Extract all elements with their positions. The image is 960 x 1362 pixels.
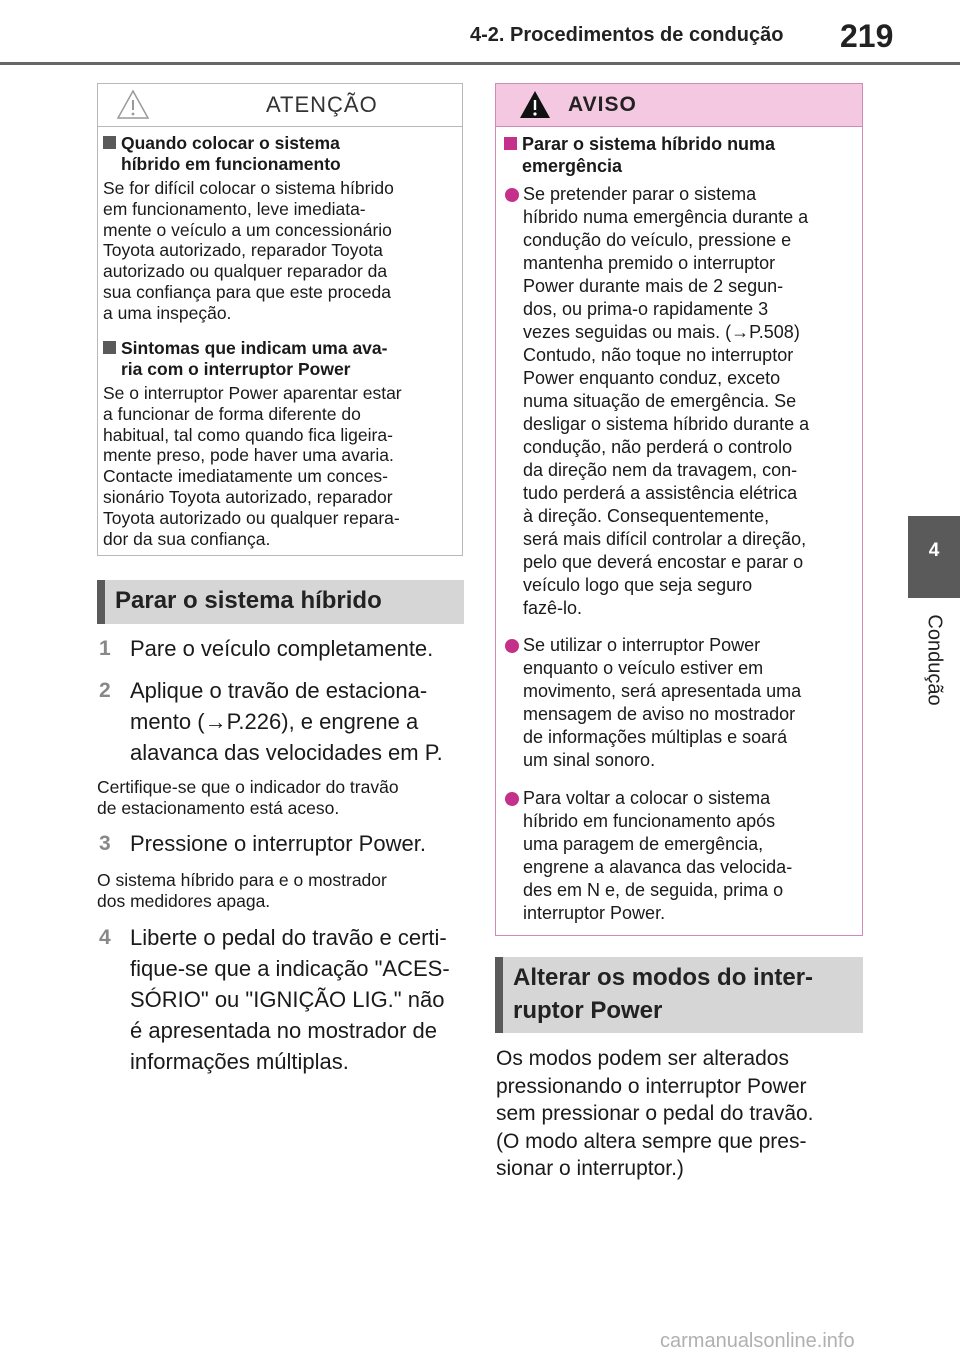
header-divider <box>0 62 960 65</box>
warning-filled-icon <box>518 89 552 120</box>
square-bullet-icon <box>103 341 116 354</box>
attention-title: ATENÇÃO <box>266 92 378 117</box>
attention-item-body: Se o interruptor Power aparentar estar a funcionar de forma diferente do habitual, tal como quando fica ligeira- mente preso, pode haver uma avaria. Contacte imediatamente um conces- sionário Toyota autorizado, reparador Toyota autorizado ou qualquer repara- dor da sua confiança. <box>103 383 402 549</box>
step-number: 3 <box>99 832 111 855</box>
step-text: Pressione o interruptor Power. <box>130 831 426 856</box>
bullet-dot-icon <box>505 188 519 202</box>
attention-box <box>97 83 463 556</box>
step-note: Certifique-se que o indicador do travão de estacionamento está aceso. <box>97 777 399 818</box>
attention-item-heading: Quando colocar o sistema híbrido em funcionamento <box>103 133 341 175</box>
warning-bullet-text: Se utilizar o interruptor Power enquanto o veículo estiver em movimento, será apresentada uma mensagem de aviso no mostrador de informações múltiplas e soará um sinal sonoro. <box>523 635 802 770</box>
attention-header <box>98 84 462 127</box>
bullet-dot-icon <box>505 792 519 806</box>
warning-bullet-text: Para voltar a colocar o sistema híbrido em funcionamento após uma paragem de emergência, engrene a alavanca das velocida- des em N e, de seguida, prima o interruptor Power. <box>523 788 793 923</box>
watermark: carmanualsonline.info <box>660 1330 855 1352</box>
warning-box <box>495 83 863 936</box>
alterar-intro-paragraph: Os modos podem ser alterados pressionando o interruptor Power sem pressionar o pedal do travão. (O modo altera sempre que pres- sionar o interruptor.) <box>496 1047 814 1180</box>
attention-item-heading: Sintomas que indicam uma ava- ria com o interruptor Power <box>103 338 387 380</box>
warning-header <box>496 84 862 127</box>
step-note: O sistema híbrido para e o mostrador dos medidores apaga. <box>97 870 387 911</box>
chapter-label: Condução <box>923 614 946 706</box>
section-heading-alterar <box>495 957 863 1033</box>
page-number: 219 <box>840 18 894 54</box>
step-text: Aplique o travão de estaciona- mento (→P.226), e engrene a alavanca das velocidades em P. <box>130 678 443 765</box>
bullet-dot-icon <box>505 639 519 653</box>
chapter-number: 4 <box>928 540 940 561</box>
square-bullet-icon <box>504 137 517 150</box>
square-bullet-icon <box>103 136 116 149</box>
section-heading-parar <box>97 580 464 624</box>
section-heading-text: Parar o sistema híbrido <box>115 587 382 614</box>
section-heading-text: Alterar os modos do inter- ruptor Power <box>513 964 814 1024</box>
step-number: 2 <box>99 679 111 702</box>
step-text: Liberte o pedal do travão e certi- fique-se que a indicação "ACES- SÓRIO" ou "IGNIÇÃO LIG." não é apresentada no mostrador de informações múltiplas. <box>130 925 450 1074</box>
step-number: 1 <box>99 637 111 660</box>
attention-item-body: Se for difícil colocar o sistema híbrido em funcionamento, leve imediata- mente o veículo a um concessionário Toyota autorizado, reparador Toyota autorizado ou qualquer reparador da sua confiança para que este proceda a uma inspeção. <box>103 178 394 323</box>
warning-title: AVISO <box>568 93 637 116</box>
step-number: 4 <box>99 926 111 949</box>
section-title: 4-2. Procedimentos de condução <box>470 24 784 46</box>
warning-bullet-text: Se pretender parar o sistema híbrido numa emergência durante a condução do veículo, pressione e mantenha premido o interruptor Power durante mais de 2 segun- dos, ou prima-o rapidamente 3 vezes seguidas ou mais. (→P.508) Contudo, não toque no interruptor Power enquanto conduz, exceto numa situação de emergência. Se desligar o sistema híbrido durante a condução, não perderá o controlo da direção nem da travagem, con- tudo perderá a assistência elétrica à direção. Consequentemente, será mais difícil controlar a direção, pelo que deverá encostar e parar o veículo logo que seja seguro fazê-lo. <box>523 184 810 618</box>
warning-outline-icon <box>116 89 150 120</box>
step-text: Pare o veículo completamente. <box>130 636 434 661</box>
warning-heading: Parar o sistema híbrido numa emergência <box>504 133 775 177</box>
